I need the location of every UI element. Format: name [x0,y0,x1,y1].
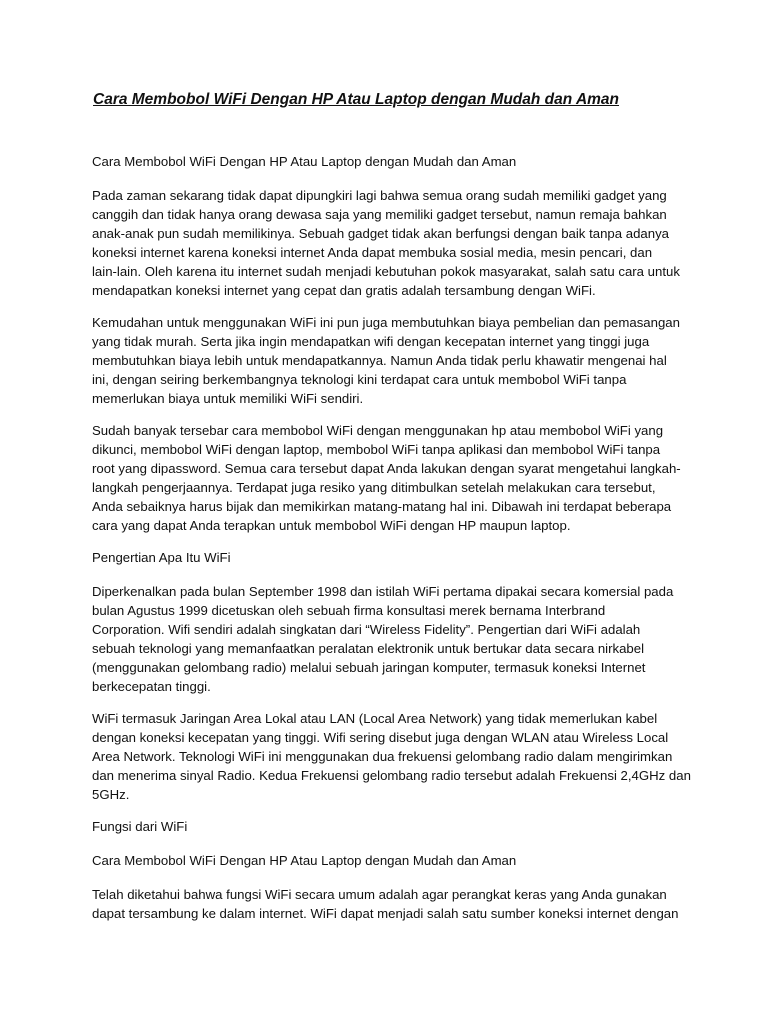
text-line: membutuhkan biaya lebih untuk mendapatkannya. Namun Anda tidak perlu khawatir mengenai hal [92,353,667,368]
text-line: Cara Membobol WiFi Dengan HP Atau Laptop dengan Mudah dan Aman [92,853,517,868]
text-line: koneksi internet karena koneksi internet Anda dapat membuka sosial media, mesin pencari, dan [92,245,653,260]
text-line: Corporation. Wifi sendiri adalah singkatan dari “Wireless Fidelity”. Pengertian dari WiFi adalah [92,622,641,637]
text-line: ini, dengan seiring berkembangnya teknologi kini terdapat cara untuk membobol WiFi tanpa [92,372,627,387]
text-line: bulan Agustus 1999 dicetuskan oleh sebuah firma konsultasi merek bernama Interbrand [92,603,606,618]
text-line: memerlukan biaya untuk memiliki WiFi sendiri. [92,391,364,406]
text-line: root yang dipassword. Semua cara tersebut dapat Anda lakukan dengan syarat mengetahui langkah- [92,461,681,476]
section-heading [92,152,682,171]
section-heading [92,851,682,870]
text-line: dengan koneksi kecepatan yang tinggi. Wifi sering disebut juga dengan WLAN atau Wireless Local [92,730,669,745]
body-paragraph [92,582,682,696]
text-line: Cara Membobol WiFi Dengan HP Atau Laptop dengan Mudah dan Aman [92,154,517,169]
body-paragraph [92,313,682,408]
text-line: cara yang dapat Anda terapkan untuk membobol WiFi dengan HP maupun laptop. [92,518,571,533]
document-body [92,152,691,936]
text-line: dikunci, membobol WiFi dengan laptop, membobol WiFi tanpa aplikasi dan membobol WiFi tanpa [92,442,661,457]
text-line: Pada zaman sekarang tidak dapat dipungkiri lagi bahwa semua orang sudah memiliki gadget yang [92,188,667,203]
text-line: dan menerima sinyal Radio. Kedua Frekuensi gelombang radio tersebut adalah Frekuensi 2,4GHz dan [92,768,691,783]
text-line: Pengertian Apa Itu WiFi [92,550,231,565]
text-line: lain-lain. Oleh karena itu internet sudah menjadi kebutuhan pokok masyarakat, salah satu cara untuk [92,264,680,279]
section-heading [92,548,682,567]
text-line: mendapatkan koneksi internet yang cepat dan gratis adalah tersambung dengan WiFi. [92,283,596,298]
text-line: Fungsi dari WiFi [92,819,188,834]
text-line: Kemudahan untuk menggunakan WiFi ini pun juga membutuhkan biaya pembelian dan pemasangan [92,315,680,330]
text-line: dapat tersambung ke dalam internet. WiFi dapat menjadi salah satu sumber koneksi internet dengan [92,906,679,921]
text-line: anak-anak pun sudah memilikinya. Sebuah gadget tidak akan berfungsi dengan baik tanpa adanya [92,226,669,241]
body-paragraph [92,186,682,300]
body-paragraph [92,421,682,535]
text-line: (menggunakan gelombang radio) melalui sebuah jaringan komputer, termasuk koneksi Internet [92,660,646,675]
text-line: berkecepatan tinggi. [92,679,211,694]
text-line: Telah diketahui bahwa fungsi WiFi secara umum adalah agar perangkat keras yang Anda gunakan [92,887,667,902]
text-line: Diperkenalkan pada bulan September 1998 dan istilah WiFi pertama dipakai secara komersial pada [92,584,674,599]
text-line: langkah pengerjaannya. Terdapat juga resiko yang ditimbulkan setelah melakukan cara tersebut, [92,480,656,495]
section-heading [92,817,682,836]
text-line: canggih dan tidak hanya orang dewasa saja yang memiliki gadget tersebut, namun remaja bahkan [92,207,667,222]
text-line: sebuah teknologi yang memanfaatkan peralatan elektronik untuk bertukar data secara nirkabel [92,641,645,656]
text-line: yang tidak murah. Serta jika ingin mendapatkan wifi dengan kecepatan internet yang tinggi juga [92,334,650,349]
text-line: Anda sebaiknya harus bijak dan memikirkan matang-matang hal ini. Dibawah ini terdapat beberapa [92,499,672,514]
text-line: Sudah banyak tersebar cara membobol WiFi dengan menggunakan hp atau membobol WiFi yang [92,423,664,438]
body-paragraph [92,885,682,923]
text-line: Area Network. Teknologi WiFi ini menggunakan dua frekuensi gelombang radio dalam mengirimkan [92,749,673,764]
text-line: WiFi termasuk Jaringan Area Lokal atau LAN (Local Area Network) yang tidak memerlukan kabel [92,711,658,726]
body-paragraph [92,709,691,804]
document-title: Cara Membobol WiFi Dengan HP Atau Laptop dengan Mudah dan Aman [93,91,620,108]
text-line: 5GHz. [92,787,130,802]
